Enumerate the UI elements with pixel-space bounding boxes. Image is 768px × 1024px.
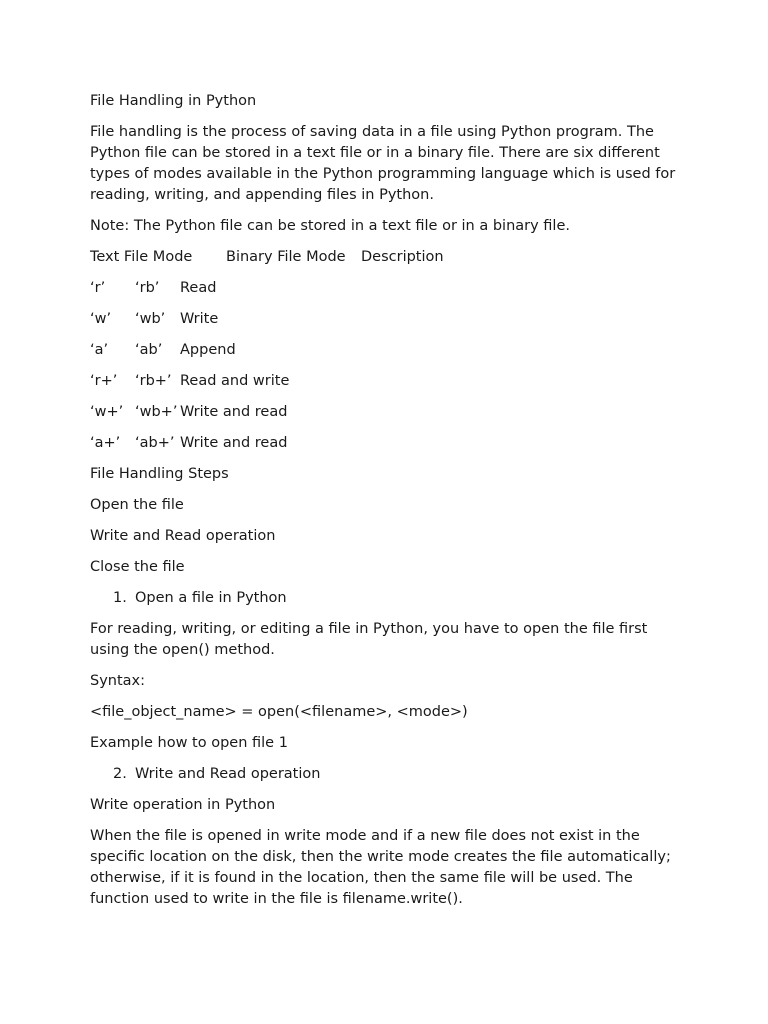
mode-table-row: [90, 309, 690, 330]
document-title: File Handling in Python: [90, 93, 257, 109]
syntax-label: Syntax:: [90, 673, 146, 689]
text-mode-cell: ‘r’: [90, 280, 106, 296]
mode-table-row: [90, 402, 690, 423]
mode-table-header: [90, 247, 690, 268]
list-number: 2.: [113, 766, 127, 782]
header-description: Description: [361, 249, 444, 265]
header-binary-file-mode: Binary File Mode: [226, 249, 346, 265]
list-title: Write and Read operation: [135, 766, 321, 782]
binary-mode-cell: ‘ab’: [135, 342, 163, 358]
description-cell: Write and read: [180, 404, 288, 420]
binary-mode-cell: ‘ab+’: [135, 435, 175, 451]
document-page: [90, 91, 690, 920]
description-cell: Append: [180, 342, 236, 358]
text-mode-cell: ‘w+’: [90, 404, 124, 420]
mode-table-row: [90, 433, 690, 454]
text-mode-cell: ‘a’: [90, 342, 109, 358]
mode-table-row: [90, 278, 690, 299]
syntax-code: <file_object_name> = open(<filename>, <mode>): [90, 704, 468, 720]
section-2-paragraph: When the file is opened in write mode and if a new file does not exist in the specific location on the disk, then the write mode creates the file automatically; otherwise, if it is found in the location, then the same file will be used. The function used to write in the file is filename.write().: [90, 828, 671, 907]
step-item: Open the file: [90, 497, 184, 513]
binary-mode-cell: ‘rb’: [135, 280, 160, 296]
mode-table-row: [90, 340, 690, 361]
description-cell: Write and read: [180, 435, 288, 451]
step-item: Write and Read operation: [90, 528, 276, 544]
text-mode-cell: ‘w’: [90, 311, 112, 327]
steps-heading: File Handling Steps: [90, 466, 229, 482]
section-1-paragraph: For reading, writing, or editing a file in Python, you have to open the file first using the open() method.: [90, 621, 648, 658]
binary-mode-cell: ‘wb+’: [135, 404, 178, 420]
step-item: Close the file: [90, 559, 185, 575]
description-cell: Read and write: [180, 373, 290, 389]
text-mode-cell: ‘a+’: [90, 435, 121, 451]
intro-paragraph: File handling is the process of saving data in a file using Python program. The Python file can be stored in a text file or in a binary file. There are six different types of modes available in the Python programming language which is used for reading, writing, and appending files in Python.: [90, 124, 676, 203]
description-cell: Read: [180, 280, 217, 296]
binary-mode-cell: ‘wb’: [135, 311, 166, 327]
header-text-file-mode: Text File Mode: [90, 249, 193, 265]
section-1-heading: [90, 588, 690, 609]
binary-mode-cell: ‘rb+’: [135, 373, 172, 389]
example-line: Example how to open file 1: [90, 735, 288, 751]
write-operation-heading: Write operation in Python: [90, 797, 276, 813]
list-title: Open a file in Python: [135, 590, 287, 606]
section-2-heading: [90, 764, 690, 785]
mode-table-row: [90, 371, 690, 392]
note-paragraph: Note: The Python file can be stored in a text file or in a binary file.: [90, 218, 570, 234]
list-number: 1.: [113, 590, 127, 606]
text-mode-cell: ‘r+’: [90, 373, 118, 389]
description-cell: Write: [180, 311, 219, 327]
